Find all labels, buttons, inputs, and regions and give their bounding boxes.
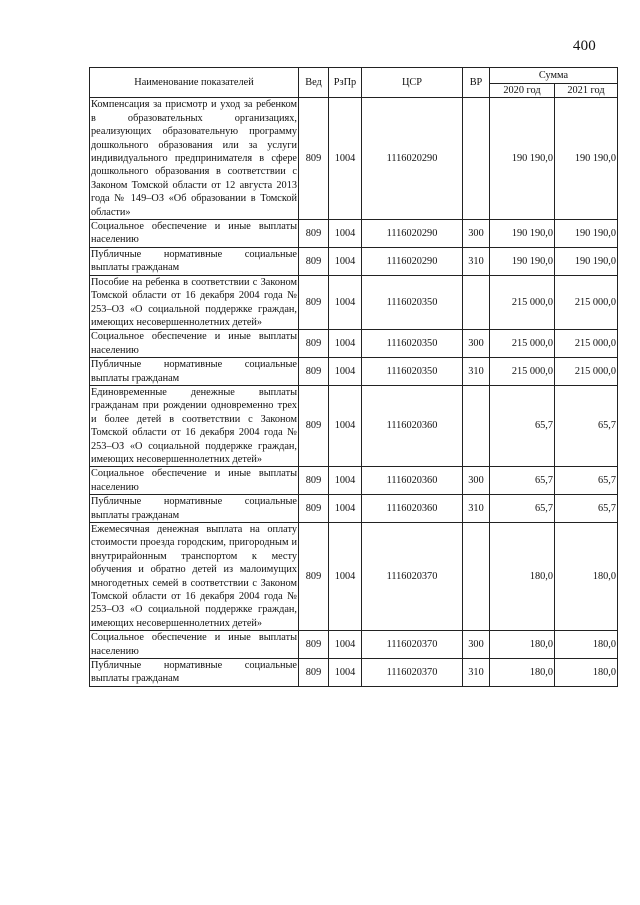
cell-vr [463,523,490,631]
table-row [90,98,618,220]
cell-rzpr: 1004 [329,98,362,220]
cell-amount-2020: 180,0 [490,659,555,687]
cell-csr: 1116020290 [362,98,463,220]
cell-rzpr: 1004 [329,330,362,358]
cell-csr: 1116020290 [362,247,463,275]
cell-amount-2021: 215 000,0 [555,275,618,330]
cell-ved: 809 [299,495,329,523]
cell-name: Публичные нормативные социальные выплаты гражданам [91,359,297,384]
cell-amount-2020: 190 190,0 [490,98,555,220]
cell-name: Социальное обеспечение и иные выплаты населению [91,468,297,493]
cell-name: Компенсация за присмотр и уход за ребенком в образовательных организациях, реализующих образовательную программу дошкольного образования или за услуги индивидуального предпринимателя в сфере дошкольного образования в соответствии с Законом Томской области от 12 августа 2013 года № 149–ОЗ «Об образовании в Томской области» [91,99,297,218]
cell-vr: 300 [463,631,490,659]
header-rzpr: РзПр [329,68,362,98]
cell-amount-2020: 215 000,0 [490,330,555,358]
cell-amount-2021: 180,0 [555,523,618,631]
table-row [90,467,618,495]
cell-amount-2021: 65,7 [555,385,618,466]
cell-ved: 809 [299,358,329,386]
cell-vr [463,98,490,220]
cell-vr: 310 [463,247,490,275]
table-row [90,659,618,687]
cell-ved: 809 [299,659,329,687]
cell-amount-2020: 215 000,0 [490,275,555,330]
header-vr: ВР [463,68,490,98]
cell-rzpr: 1004 [329,631,362,659]
table-row [90,523,618,631]
cell-csr: 1116020360 [362,495,463,523]
cell-amount-2020: 190 190,0 [490,247,555,275]
cell-vr: 310 [463,358,490,386]
table-row [90,220,618,248]
cell-ved: 809 [299,385,329,466]
table-row [90,275,618,330]
cell-csr: 1116020370 [362,659,463,687]
cell-amount-2020: 65,7 [490,495,555,523]
cell-name: Социальное обеспечение и иные выплаты населению [91,331,297,356]
cell-amount-2021: 180,0 [555,659,618,687]
table-row [90,385,618,466]
cell-rzpr: 1004 [329,495,362,523]
cell-csr: 1116020350 [362,330,463,358]
cell-ved: 809 [299,275,329,330]
cell-csr: 1116020360 [362,467,463,495]
cell-name: Публичные нормативные социальные выплаты гражданам [91,660,297,685]
cell-ved: 809 [299,467,329,495]
cell-amount-2021: 215 000,0 [555,358,618,386]
cell-rzpr: 1004 [329,467,362,495]
cell-name: Единовременные денежные выплаты гражданам при рождении одновременно трех и более детей в соответствии с Законом Томской области от 16 декабря 2004 года № 253–ОЗ «О социальной поддержке граждан, имеющих несовершеннолетних детей» [91,386,297,465]
cell-amount-2021: 180,0 [555,631,618,659]
table-row [90,358,618,386]
header-name: Наименование показателей [90,68,299,98]
cell-name: Публичные нормативные социальные выплаты гражданам [91,496,297,521]
cell-vr [463,275,490,330]
table-row [90,631,618,659]
cell-amount-2020: 65,7 [490,467,555,495]
cell-amount-2021: 65,7 [555,495,618,523]
cell-csr: 1116020360 [362,385,463,466]
cell-amount-2020: 65,7 [490,385,555,466]
page-number: 400 [572,38,596,54]
cell-amount-2021: 215 000,0 [555,330,618,358]
cell-rzpr: 1004 [329,523,362,631]
cell-amount-2020: 190 190,0 [490,220,555,248]
cell-csr: 1116020290 [362,220,463,248]
cell-rzpr: 1004 [329,385,362,466]
header-year-2021: 2021 год [555,84,618,98]
cell-amount-2021: 190 190,0 [555,247,618,275]
table-row [90,247,618,275]
cell-vr: 310 [463,495,490,523]
cell-ved: 809 [299,330,329,358]
cell-rzpr: 1004 [329,275,362,330]
cell-amount-2021: 190 190,0 [555,98,618,220]
table-row [90,495,618,523]
cell-ved: 809 [299,631,329,659]
cell-amount-2021: 190 190,0 [555,220,618,248]
cell-amount-2020: 215 000,0 [490,358,555,386]
header-sum: Сумма [490,68,618,84]
cell-name: Публичные нормативные социальные выплаты гражданам [91,248,297,274]
table-header [90,68,618,98]
header-year-2020: 2020 год [490,84,555,98]
table-body [90,98,618,686]
cell-csr: 1116020350 [362,275,463,330]
header-csr: ЦСР [362,68,463,98]
cell-amount-2021: 65,7 [555,467,618,495]
cell-vr: 300 [463,220,490,248]
cell-name: Пособие на ребенка в соответствии с Законом Томской области от 16 декабря 2004 года № 253–ОЗ «О социальной поддержке граждан, имеющих несовершеннолетних детей» [91,276,297,328]
cell-amount-2020: 180,0 [490,523,555,631]
cell-amount-2020: 180,0 [490,631,555,659]
cell-vr: 300 [463,330,490,358]
header-ved: Вед [299,68,329,98]
cell-vr [463,385,490,466]
cell-rzpr: 1004 [329,220,362,248]
cell-name: Социальное обеспечение и иные выплаты населению [91,221,297,246]
table-row [90,330,618,358]
cell-rzpr: 1004 [329,358,362,386]
budget-table [89,67,618,687]
cell-csr: 1116020370 [362,523,463,631]
cell-vr: 300 [463,467,490,495]
cell-rzpr: 1004 [329,659,362,687]
cell-csr: 1116020350 [362,358,463,386]
cell-ved: 809 [299,247,329,275]
cell-csr: 1116020370 [362,631,463,659]
cell-ved: 809 [299,523,329,631]
cell-ved: 809 [299,98,329,220]
cell-vr: 310 [463,659,490,687]
cell-name: Ежемесячная денежная выплата на оплату стоимости проезда городским, пригородным и внутрирайонным транспортом к месту обучения и обратно детей из малоимущих многодетных семей в соответствии с Законом Томской области от 16 декабря 2004 года № 253–ОЗ «О социальной поддержке граждан, имеющих несовершеннолетних детей» [91,524,297,629]
cell-ved: 809 [299,220,329,248]
cell-name: Социальное обеспечение и иные выплаты населению [91,632,297,657]
cell-rzpr: 1004 [329,247,362,275]
